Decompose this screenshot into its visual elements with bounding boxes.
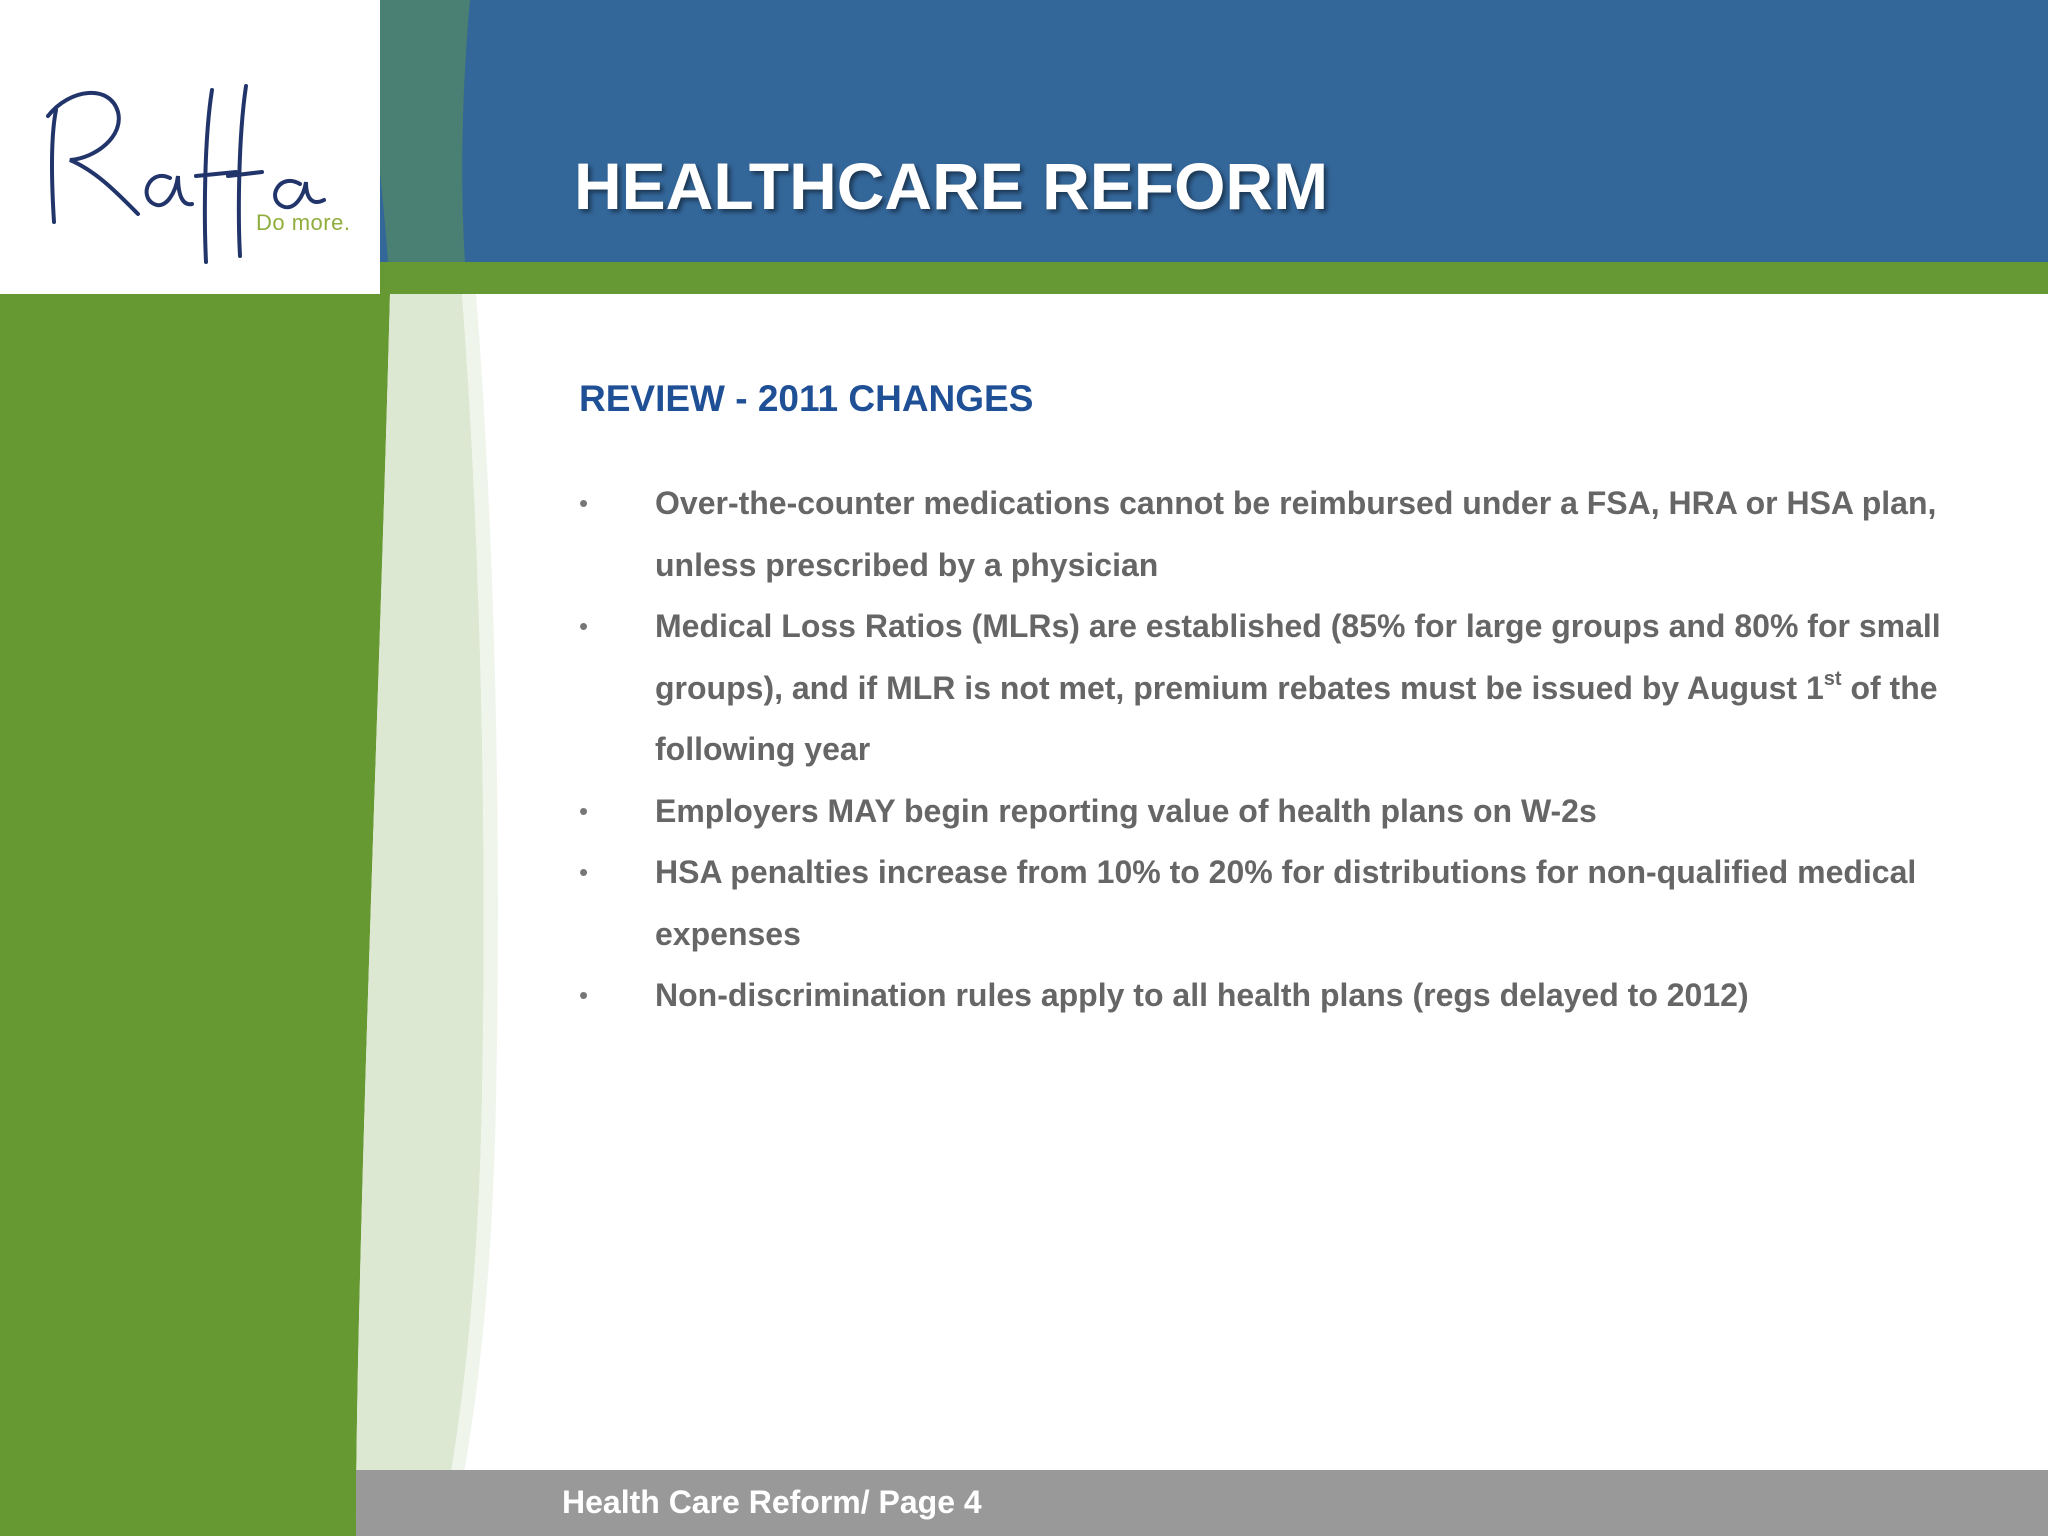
raffa-logo-icon bbox=[0, 0, 380, 290]
bullet-text-continued: of the following year bbox=[655, 669, 1938, 767]
bullet-item bbox=[579, 473, 1999, 596]
logo-tagline: Do more. bbox=[256, 210, 351, 235]
bullet-text: Employers MAY begin reporting value of health plans on W-2s bbox=[655, 792, 1597, 829]
left-green-panel bbox=[0, 294, 390, 1536]
bullet-list bbox=[579, 473, 1999, 1027]
bullet-item bbox=[579, 781, 1999, 843]
bullet-icon: • bbox=[579, 980, 589, 1010]
bullet-icon: • bbox=[579, 857, 589, 887]
section-heading: REVIEW - 2011 CHANGES bbox=[579, 378, 1034, 419]
bullet-text: HSA penalties increase from 10% to 20% for distributions for non-qualified medical expenses bbox=[655, 854, 1917, 952]
bullet-item bbox=[579, 965, 1999, 1027]
header-green-stripe bbox=[380, 262, 2048, 294]
footer-page-label: Health Care Reform/ Page 4 bbox=[562, 1484, 982, 1520]
bullet-text: Medical Loss Ratios (MLRs) are established (85% for large groups and 80% for small groups), and if MLR is not met, premium rebates must be issued by August 1 bbox=[655, 608, 1941, 706]
bullet-icon: • bbox=[579, 795, 589, 826]
bullet-item bbox=[579, 596, 1999, 781]
bullet-text: Over-the-counter medications cannot be reimbursed under a FSA, HRA or HSA plan, unless prescribed by a physician bbox=[655, 485, 1937, 583]
bullet-icon: • bbox=[579, 488, 589, 518]
bullet-text-superscript: st bbox=[1823, 667, 1842, 690]
bullet-item bbox=[579, 842, 1999, 965]
slide-title: HEALTHCARE REFORM bbox=[574, 149, 1329, 223]
bullet-icon: • bbox=[579, 611, 589, 641]
logo bbox=[0, 0, 380, 290]
bullet-text: Non-discrimination rules apply to all health plans (regs delayed to 2012) bbox=[655, 977, 1749, 1013]
